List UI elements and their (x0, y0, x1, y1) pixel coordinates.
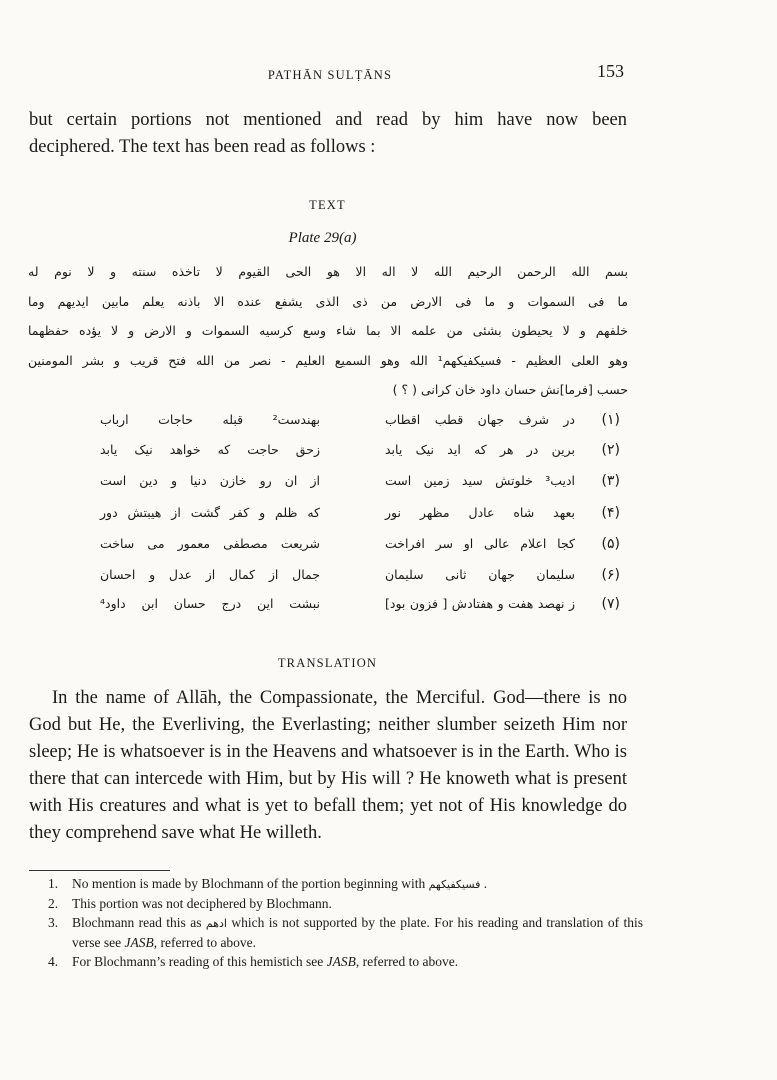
footnote-text: . (480, 876, 488, 891)
footnote-text: which is not supported by the plate. For his reading and translation of this verse see (72, 915, 643, 950)
text-heading: TEXT (309, 198, 346, 212)
footnote-reference: JASB (124, 935, 154, 950)
verse-number: (۵) (601, 536, 620, 552)
first-hemistich: ز نهصد هفت و هفتادش [ فزون بود] (385, 596, 575, 611)
running-head: PATHĀN SULṬĀNS (267, 68, 393, 82)
footnote-text: For Blochmann’s reading of this hemistich see (72, 954, 327, 969)
translation-heading: TRANSLATION (277, 656, 378, 670)
footnote-text: This portion was not deciphered by Blochmann. (72, 896, 332, 911)
first-hemistich: کجا اعلام عالی او سر افراخت (385, 536, 575, 551)
first-hemistich: برين در هر که ايد نيک يابد (385, 442, 575, 457)
arabic-line: وهو العلی العظيم - فسيکفيکهم¹ الله وهو السميع العليم - نصر من الله فتح قريب و بشر المومنين (28, 352, 628, 368)
footnote-reference: JASB (326, 954, 356, 969)
footnote-arabic-word: ادهم (205, 917, 227, 930)
footnote-arabic-word: فسيکفيکهم (428, 878, 481, 891)
verse-row (70, 471, 620, 501)
arabic-line: بسم الله الرحمن الرحيم الله لا اله الا هو الحی القيوم لا تاخذه سنته و لا نوم له (28, 264, 628, 279)
verse-row (70, 503, 620, 533)
footnote-4 (48, 952, 643, 971)
first-hemistich: اديب³ خلوتش سيد زمين است (385, 473, 575, 488)
second-hemistich: بهندست² قبله حاجات ارباب (100, 412, 320, 427)
verse-number: (۴) (601, 505, 620, 521)
first-hemistich: سليمان جهان ثانی سليمان (385, 567, 575, 582)
intro-paragraph (29, 107, 627, 161)
footnote-number: 4. (48, 954, 59, 969)
footnote-text: Blochmann read this as (72, 915, 206, 930)
first-hemistich: در شرف جهان قطب اقطاب (385, 412, 575, 427)
verse-number: (۱) (601, 412, 620, 428)
first-hemistich: بعهد شاه عادل مظهر نور (385, 505, 575, 520)
plate-label: Plate 29(a) (288, 230, 357, 246)
arabic-line: خلفهم و لا يحيطون بشئی من علمه الا بما شاء وسع کرسيه السموات و الارض و لا يؤده حفظهما (28, 323, 628, 338)
second-hemistich: از ان رو خازن دنيا و دين است (100, 473, 320, 488)
arabic-inscription (28, 257, 628, 405)
second-hemistich: زحق حاجت که خواهد نيک يابد (100, 442, 320, 457)
footnote-number: 3. (48, 915, 59, 930)
verse-row (70, 410, 620, 440)
footnote-text: No mention is made by Blochmann of the portion beginning with (72, 876, 429, 891)
footnote-divider (29, 870, 170, 871)
footnote-2 (48, 894, 643, 913)
page-number: 153 (597, 61, 624, 81)
verse-number: (۷) (601, 596, 620, 612)
intro-line-2: deciphered. The text has been read as follows : (29, 137, 376, 157)
verse-row (70, 565, 620, 595)
verse-row (70, 534, 620, 564)
intro-line-1: but certain portions not mentioned and read by him have now been (29, 110, 627, 130)
verse-number: (۳) (601, 473, 620, 489)
verse-row (70, 594, 620, 624)
footnote-text: , referred to above. (153, 935, 257, 950)
second-hemistich: جمال از کمال از عدل و احسان (100, 567, 320, 582)
verse-row (70, 440, 620, 470)
verse-number: (۲) (601, 442, 620, 458)
footnote-1 (48, 874, 643, 894)
footnote-number: 2. (48, 896, 59, 911)
footnotes (48, 874, 643, 971)
translation-text: In the name of Allāh, the Compassionate, the Merciful. God—there is no God but He, the Everliving, the Everlasting; neither slumber seizeth Him nor sleep; He is whatsoever is in the Heavens and whatsoever is in the Earth. Who is there that can intercede with Him, but by His will ? He knoweth what is present with His creatures and what is yet to befall them; yet not of His knowledge do they comprehend save what He willeth. (29, 688, 627, 843)
second-hemistich: نبشت اين درج حسان ابن داود⁴ (100, 596, 320, 611)
footnote-3 (48, 913, 643, 952)
translation-paragraph (29, 685, 627, 847)
arabic-line: ما فی السموات و ما فی الارض من ذی الذی يشفع عنده الا باذنه يعلم مابين ايديهم وما (28, 293, 628, 309)
second-hemistich: که ظلم و کفر گشت از هيبتش دور (100, 505, 320, 520)
footnote-text: , referred to above. (355, 954, 459, 969)
arabic-line: حسب [فرما]نش حسان داود خان کرانی ( ؟ ) (392, 382, 628, 397)
second-hemistich: شريعت مصطفی معمور می ساخت (100, 536, 320, 551)
footnote-number: 1. (48, 876, 59, 891)
verse-number: (۶) (601, 567, 620, 583)
